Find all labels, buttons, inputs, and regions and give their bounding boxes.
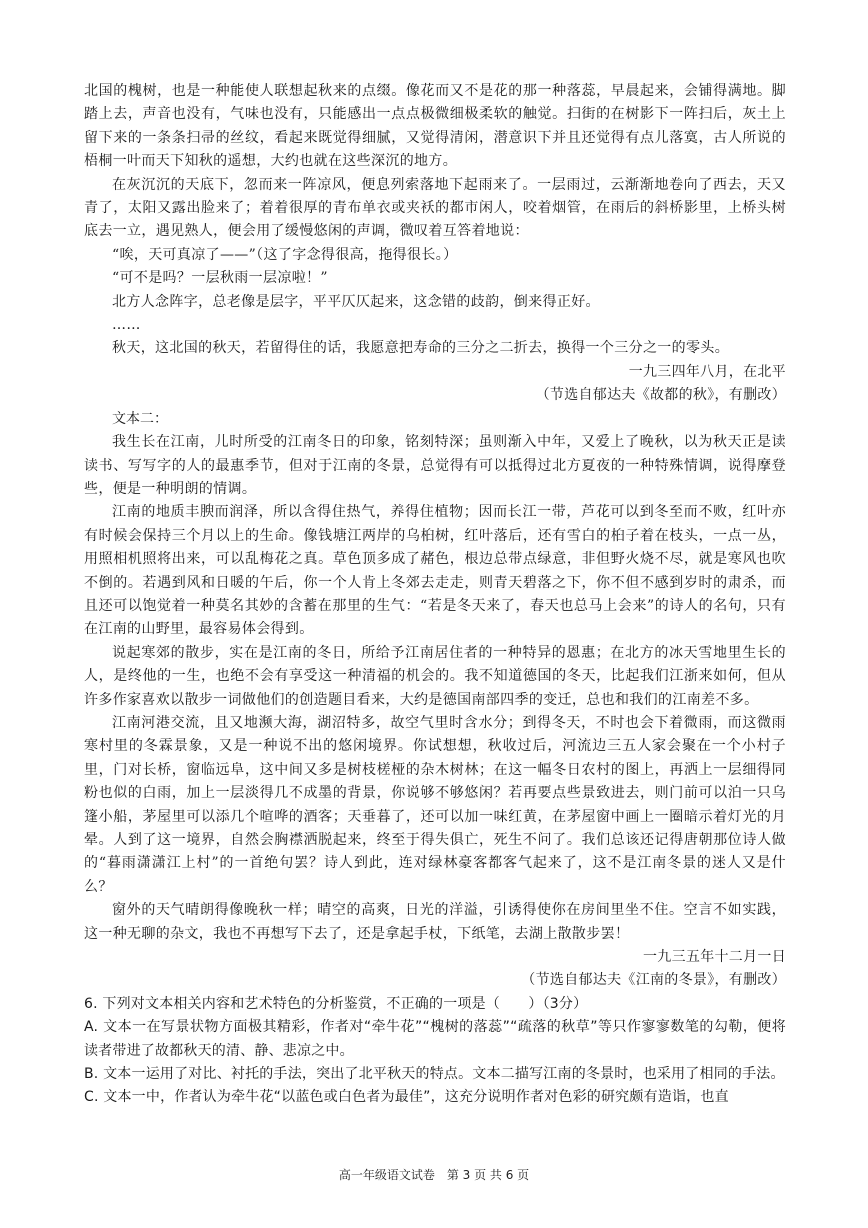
text1-ellipsis: …… — [112, 317, 141, 334]
option-a: A. 文本一在写景状物方面极其精彩，作者对“牵牛花”“槐树的落蕊”“疏落的秋草”等只作寥寥数笔的勾勒，便将读者带进了故都秋天的清、静、悲凉之中。 — [84, 1019, 786, 1059]
text2-date: 一九三五年十二月一日 — [643, 949, 786, 966]
text1-paragraph-1: 北国的槐树，也是一种能使人联想起秋来的点缀。像花而又不是花的那一种落蕊，早晨起来，会铺得满地。脚踏上去，声音也没有，气味也没有，只能感出一点点极微细极柔软的触觉。扫街的在树影下一阵扫后，灰土上留下来的一条条扫帚的丝纹，看起来既觉得细腻，又觉得清闲，潜意识下并且还觉得有点儿落寞，古人所说的梧桐一叶而天下知秋的遥想，大约也就在这些深沉的地方。 — [84, 83, 786, 170]
text1-dialogue-1: “唉，天可真凉了——”（这了字念得很高，拖得很长。） — [112, 246, 458, 263]
text1-paragraph-2: 在灰沉沉的天底下，忽而来一阵凉风，便息列索落地下起雨来了。一层雨过，云渐渐地卷向了西去，天又青了，太阳又露出脸来了；着着很厚的青布单衣或夹袄的都市闲人，咬着烟管，在雨后的斜桥影里，上桥头树底去一立，遇见熟人，便会用了缓慢悠闲的声调，微叹着互答着地说： — [84, 176, 786, 240]
text2-paragraph-2: 江南的地质丰腴而润泽，所以含得住热气，养得住植物；因而长江一带，芦花可以到冬至而不败，红叶亦有时候会保持三个月以上的生命。像钱塘江两岸的乌桕树，红叶落后，还有雪白的桕子着在枝头，一点一丛，用照相机照将出来，可以乱梅花之真。草色顶多成了赭色，根边总带点绿意，非但野火烧不尽，就是寒风也吹不倒的。若遇到风和日暖的午后，你一个人肯上冬郊去走走，则青天碧落之下，你不但不感到岁时的肃杀，而且还可以饱觉着一种莫名其妙的含蓄在那里的生气：“若是冬天来了，春天也总马上会来”的诗人的名句，只有在江南的山野里，最容易体会得到。 — [84, 504, 786, 638]
text2-label: 文本二： — [112, 410, 168, 427]
text2-paragraph-5: 窗外的天气晴朗得像晚秋一样；晴空的高爽，日光的洋溢，引诱得使你在房间里坐不住。空言不如实践，这一种无聊的杂文，我也不再想写下去了，还是拿起手杖，下纸笔，去湖上散散步罢！ — [84, 902, 786, 942]
text1-source: （节选自郁达夫《故都的秋》，有删改） — [535, 387, 786, 404]
text1-date: 一九三四年八月，在北平 — [628, 363, 786, 380]
text-one — [84, 80, 786, 408]
question-stem: 6. 下列对文本相关内容和艺术特色的分析鉴赏，不正确的一项是（ ）（3分） — [84, 995, 588, 1012]
text2-source: （节选自郁达夫《江南的冬景》，有删改） — [521, 972, 786, 989]
question-6 — [84, 993, 786, 1110]
text1-paragraph-3: 北方人念阵字，总老像是层字，平平仄仄起来，这念错的歧韵，倒来得正好。 — [112, 293, 600, 310]
text1-paragraph-4: 秋天，这北国的秋天，若留得住的话，我愿意把寿命的三分之二折去，换得一个三分之一的零头。 — [112, 340, 730, 357]
text2-paragraph-3: 说起寒郊的散步，实在是江南的冬日，所给予江南居住者的一种特异的恩惠；在北方的冰天雪地里生长的人，是终他的一生，也绝不会有享受这一种清福的机会的。我不知道德国的冬天，比起我们江浙来如何，但从许多作家喜欢以散步一词做他们的创造题目看来，大约是德国南部四季的变迁，总也和我们的江南差不多。 — [84, 644, 786, 708]
text1-dialogue-2: “可不是吗？一层秋雨一层凉啦！” — [112, 270, 328, 287]
text-two — [84, 408, 786, 993]
text2-paragraph-4: 江南河港交流，且又地濒大海，湖沼特多，故空气里时含水分；到得冬天，不时也会下着微雨，而这微雨寒村里的冬霖景象，又是一种说不出的悠闲境界。你试想想，秋收过后，河流边三五人家会聚在一个小村子里，门对长桥，窗临远阜，这中间又多是树枝槎桠的杂木树林；在这一幅冬日农村的图上，再洒上一层细得同粉也似的白雨，加上一层淡得几不成墨的背景，你说够不够悠闲？若再要点些景致进去，则门前可以泊一只乌篷小船，茅屋里可以添几个喧哗的酒客；天垂暮了，还可以加一味红黄，在茅屋窗中画上一圈暗示着灯光的月晕。人到了这一境界，自然会胸襟洒脱起来，终至于得失俱亡，死生不问了。我们总该还记得唐朝那位诗人做的“暮雨潇潇江上村”的一首绝句罢？诗人到此，连对绿林豪客都客气起来了，这不是江南冬景的迷人又是什么？ — [84, 714, 786, 895]
text2-paragraph-1: 我生长在江南，儿时所受的江南冬日的印象，铭刻特深；虽则渐入中年，又爱上了晚秋，以为秋天正是读读书、写写字的人的最惠季节，但对于江南的冬景，总觉得有可以抵得过北方夏夜的一种特殊情调，说得摩登些，便是一种明朗的情调。 — [84, 434, 786, 497]
option-c: C. 文本一中，作者认为牵牛花“以蓝色或白色者为最佳”，这充分说明作者对色彩的研究颇有造诣，也直 — [84, 1089, 729, 1106]
option-b: B. 文本一运用了对比、衬托的手法，突出了北平秋天的特点。文本二描写江南的冬景时，也采用了相同的手法。 — [84, 1066, 785, 1083]
page-footer: 高一年级语文试卷 第 3 页 共 6 页 — [338, 1168, 530, 1182]
